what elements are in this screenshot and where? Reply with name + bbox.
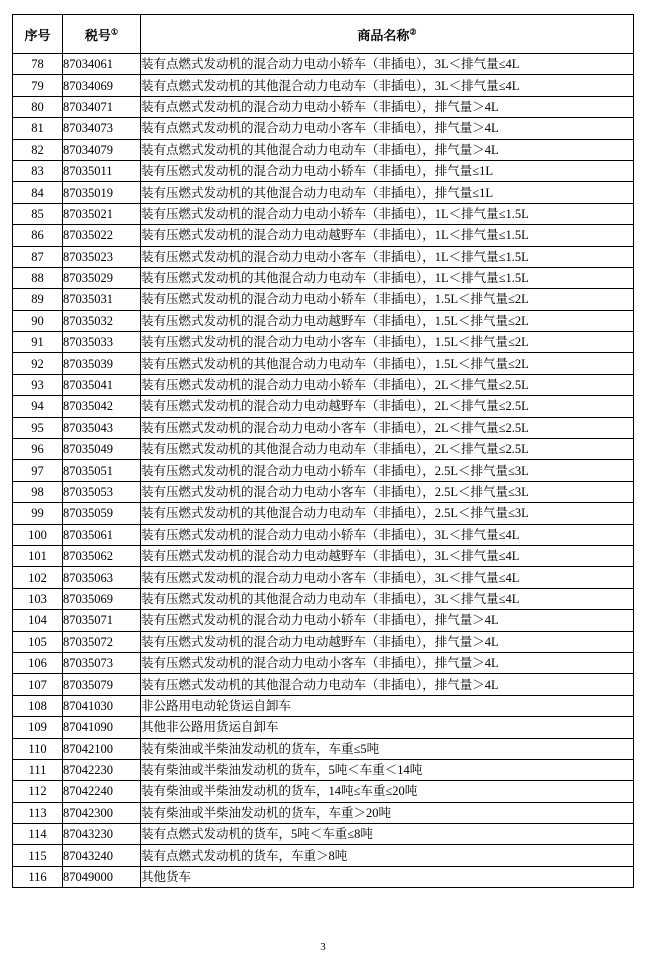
tariff-code-cell: 87042240 <box>63 781 141 802</box>
seq-cell: 98 <box>13 481 63 502</box>
tariff-code-cell: 87034073 <box>63 118 141 139</box>
table-row <box>13 353 634 374</box>
product-name-cell: 装有压燃式发动机的其他混合动力电动车（非插电），排气量≤1L <box>141 182 634 203</box>
header-seq-label: 序号 <box>24 27 51 43</box>
seq-cell: 86 <box>13 225 63 246</box>
product-name-cell: 装有压燃式发动机的混合动力电动小客车（非插电），2.5L＜排气量≤3L <box>141 481 634 502</box>
table-row <box>13 374 634 395</box>
seq-cell: 85 <box>13 203 63 224</box>
seq-cell: 104 <box>13 610 63 631</box>
table-row <box>13 824 634 845</box>
product-name-cell: 装有压燃式发动机的混合动力电动小客车（非插电），3L＜排气量≤4L <box>141 567 634 588</box>
product-name-cell: 装有压燃式发动机的其他混合动力电动车（非插电），1L＜排气量≤1.5L <box>141 267 634 288</box>
table-row <box>13 631 634 652</box>
table-row <box>13 845 634 866</box>
table-row <box>13 96 634 117</box>
tariff-code-cell: 87042300 <box>63 802 141 823</box>
seq-cell: 79 <box>13 75 63 96</box>
table-row <box>13 759 634 780</box>
tariff-code-cell: 87035071 <box>63 610 141 631</box>
seq-cell: 107 <box>13 674 63 695</box>
product-name-cell: 装有柴油或半柴油发动机的货车，5吨＜车重＜14吨 <box>141 759 634 780</box>
seq-cell: 113 <box>13 802 63 823</box>
seq-cell: 110 <box>13 738 63 759</box>
table-row <box>13 674 634 695</box>
table-row <box>13 545 634 566</box>
tariff-code-cell: 87043240 <box>63 845 141 866</box>
table-row <box>13 802 634 823</box>
product-name-cell: 非公路用电动轮货运自卸车 <box>141 695 634 716</box>
product-name-cell: 装有点燃式发动机的混合动力电动小客车（非插电），排气量＞4L <box>141 118 634 139</box>
product-name-cell: 装有压燃式发动机的混合动力电动小客车（非插电），2L＜排气量≤2.5L <box>141 417 634 438</box>
tariff-code-cell: 87035062 <box>63 545 141 566</box>
product-name-cell: 装有压燃式发动机的其他混合动力电动车（非插电），2L＜排气量≤2.5L <box>141 439 634 460</box>
table-row <box>13 160 634 181</box>
table-row <box>13 139 634 160</box>
seq-cell: 92 <box>13 353 63 374</box>
product-name-cell: 装有压燃式发动机的混合动力电动小轿车（非插电），排气量≤1L <box>141 160 634 181</box>
seq-cell: 99 <box>13 503 63 524</box>
table-row <box>13 588 634 609</box>
table-row <box>13 717 634 738</box>
seq-cell: 80 <box>13 96 63 117</box>
tariff-code-cell: 87035043 <box>63 417 141 438</box>
table-row <box>13 203 634 224</box>
table-body <box>13 54 634 888</box>
table-header <box>13 15 634 54</box>
tariff-code-cell: 87034061 <box>63 54 141 75</box>
product-name-cell: 装有点燃式发动机的混合动力电动小轿车（非插电），3L＜排气量≤4L <box>141 54 634 75</box>
seq-cell: 78 <box>13 54 63 75</box>
product-name-cell: 装有压燃式发动机的混合动力电动越野车（非插电），排气量＞4L <box>141 631 634 652</box>
seq-cell: 89 <box>13 289 63 310</box>
header-name-footnote: ② <box>409 27 417 37</box>
seq-cell: 109 <box>13 717 63 738</box>
seq-cell: 112 <box>13 781 63 802</box>
tariff-code-cell: 87049000 <box>63 866 141 887</box>
table-row <box>13 481 634 502</box>
tariff-code-cell: 87035021 <box>63 203 141 224</box>
table-row <box>13 182 634 203</box>
seq-cell: 102 <box>13 567 63 588</box>
tariff-code-cell: 87035053 <box>63 481 141 502</box>
seq-cell: 106 <box>13 652 63 673</box>
product-name-cell: 装有柴油或半柴油发动机的货车，14吨≤车重≤20吨 <box>141 781 634 802</box>
product-name-cell: 装有柴油或半柴油发动机的货车，车重＞20吨 <box>141 802 634 823</box>
product-name-cell: 装有点燃式发动机的其他混合动力电动车（非插电），排气量＞4L <box>141 139 634 160</box>
product-name-cell: 装有压燃式发动机的混合动力电动小轿车（非插电），3L＜排气量≤4L <box>141 524 634 545</box>
product-name-cell: 装有压燃式发动机的混合动力电动小轿车（非插电），1L＜排气量≤1.5L <box>141 203 634 224</box>
product-name-cell: 装有压燃式发动机的其他混合动力电动车（非插电），2.5L＜排气量≤3L <box>141 503 634 524</box>
tariff-code-cell: 87035072 <box>63 631 141 652</box>
header-name-label: 商品名称 <box>357 27 410 43</box>
header-code-footnote: ① <box>110 27 119 37</box>
seq-cell: 97 <box>13 460 63 481</box>
table-row <box>13 75 634 96</box>
seq-cell: 108 <box>13 695 63 716</box>
product-name-cell: 装有点燃式发动机的混合动力电动小轿车（非插电），排气量＞4L <box>141 96 634 117</box>
product-name-cell: 装有压燃式发动机的混合动力电动越野车（非插电），3L＜排气量≤4L <box>141 545 634 566</box>
table-row <box>13 524 634 545</box>
table-row <box>13 225 634 246</box>
page-number: 3 <box>320 941 326 953</box>
tariff-code-cell: 87034069 <box>63 75 141 96</box>
tariff-code-cell: 87042100 <box>63 738 141 759</box>
seq-cell: 115 <box>13 845 63 866</box>
seq-cell: 114 <box>13 824 63 845</box>
product-name-cell: 装有压燃式发动机的混合动力电动小轿车（非插电），2.5L＜排气量≤3L <box>141 460 634 481</box>
seq-cell: 95 <box>13 417 63 438</box>
seq-cell: 93 <box>13 374 63 395</box>
seq-cell: 82 <box>13 139 63 160</box>
tariff-code-cell: 87034079 <box>63 139 141 160</box>
seq-cell: 116 <box>13 866 63 887</box>
table-row <box>13 781 634 802</box>
tariff-code-cell: 87034071 <box>63 96 141 117</box>
seq-cell: 81 <box>13 118 63 139</box>
table-row <box>13 310 634 331</box>
seq-cell: 87 <box>13 246 63 267</box>
product-name-cell: 装有压燃式发动机的混合动力电动越野车（非插电），1L＜排气量≤1.5L <box>141 225 634 246</box>
seq-cell: 88 <box>13 267 63 288</box>
table-row <box>13 460 634 481</box>
tariff-code-cell: 87042230 <box>63 759 141 780</box>
table-row <box>13 738 634 759</box>
product-name-cell: 装有压燃式发动机的混合动力电动小客车（非插电），排气量＞4L <box>141 652 634 673</box>
product-name-cell: 装有压燃式发动机的混合动力电动小轿车（非插电），排气量＞4L <box>141 610 634 631</box>
product-name-cell: 装有压燃式发动机的混合动力电动小客车（非插电），1.5L＜排气量≤2L <box>141 332 634 353</box>
tariff-code-cell: 87035039 <box>63 353 141 374</box>
tariff-code-cell: 87035063 <box>63 567 141 588</box>
tariff-code-cell: 87035069 <box>63 588 141 609</box>
product-name-cell: 装有压燃式发动机的其他混合动力电动车（非插电），3L＜排气量≤4L <box>141 588 634 609</box>
product-name-cell: 装有点燃式发动机的货车，5吨＜车重≤8吨 <box>141 824 634 845</box>
tariff-code-cell: 87035029 <box>63 267 141 288</box>
table-row <box>13 118 634 139</box>
header-seq <box>13 15 63 54</box>
tariff-code-cell: 87035032 <box>63 310 141 331</box>
seq-cell: 90 <box>13 310 63 331</box>
seq-cell: 103 <box>13 588 63 609</box>
table-row <box>13 866 634 887</box>
table-row <box>13 610 634 631</box>
tariff-code-cell: 87035061 <box>63 524 141 545</box>
tariff-code-cell: 87041090 <box>63 717 141 738</box>
table-row <box>13 439 634 460</box>
seq-cell: 101 <box>13 545 63 566</box>
product-name-cell: 装有压燃式发动机的混合动力电动小轿车（非插电），2L＜排气量≤2.5L <box>141 374 634 395</box>
tariff-code-cell: 87035059 <box>63 503 141 524</box>
product-name-cell: 装有压燃式发动机的混合动力电动小轿车（非插电），1.5L＜排气量≤2L <box>141 289 634 310</box>
table-row <box>13 246 634 267</box>
seq-cell: 111 <box>13 759 63 780</box>
product-name-cell: 装有压燃式发动机的混合动力电动越野车（非插电），2L＜排气量≤2.5L <box>141 396 634 417</box>
seq-cell: 94 <box>13 396 63 417</box>
tariff-table <box>12 14 634 888</box>
table-row <box>13 652 634 673</box>
product-name-cell: 其他货车 <box>141 866 634 887</box>
header-name <box>141 15 634 54</box>
table-row <box>13 54 634 75</box>
table-row <box>13 567 634 588</box>
product-name-cell: 装有压燃式发动机的混合动力电动小客车（非插电），1L＜排气量≤1.5L <box>141 246 634 267</box>
seq-cell: 91 <box>13 332 63 353</box>
table-row <box>13 289 634 310</box>
tariff-code-cell: 87035033 <box>63 332 141 353</box>
tariff-code-cell: 87035011 <box>63 160 141 181</box>
tariff-code-cell: 87035049 <box>63 439 141 460</box>
tariff-code-cell: 87035022 <box>63 225 141 246</box>
tariff-code-cell: 87035073 <box>63 652 141 673</box>
seq-cell: 96 <box>13 439 63 460</box>
table-row <box>13 417 634 438</box>
tariff-code-cell: 87035051 <box>63 460 141 481</box>
product-name-cell: 装有压燃式发动机的混合动力电动越野车（非插电），1.5L＜排气量≤2L <box>141 310 634 331</box>
tariff-code-cell: 87035079 <box>63 674 141 695</box>
header-code-label: 税号 <box>84 27 111 43</box>
table-row <box>13 332 634 353</box>
tariff-code-cell: 87035019 <box>63 182 141 203</box>
tariff-code-cell: 87035042 <box>63 396 141 417</box>
seq-cell: 100 <box>13 524 63 545</box>
tariff-code-cell: 87035041 <box>63 374 141 395</box>
table-row <box>13 396 634 417</box>
product-name-cell: 装有压燃式发动机的其他混合动力电动车（非插电），排气量＞4L <box>141 674 634 695</box>
product-name-cell: 装有点燃式发动机的其他混合动力电动车（非插电），3L＜排气量≤4L <box>141 75 634 96</box>
tariff-code-cell: 87041030 <box>63 695 141 716</box>
tariff-code-cell: 87035023 <box>63 246 141 267</box>
header-row <box>13 15 634 54</box>
seq-cell: 84 <box>13 182 63 203</box>
tariff-code-cell: 87035031 <box>63 289 141 310</box>
table-row <box>13 695 634 716</box>
table-row <box>13 267 634 288</box>
product-name-cell: 其他非公路用货运自卸车 <box>141 717 634 738</box>
product-name-cell: 装有点燃式发动机的货车，车重＞8吨 <box>141 845 634 866</box>
seq-cell: 105 <box>13 631 63 652</box>
seq-cell: 83 <box>13 160 63 181</box>
tariff-code-cell: 87043230 <box>63 824 141 845</box>
product-name-cell: 装有压燃式发动机的其他混合动力电动车（非插电），1.5L＜排气量≤2L <box>141 353 634 374</box>
table-row <box>13 503 634 524</box>
product-name-cell: 装有柴油或半柴油发动机的货车，车重≤5吨 <box>141 738 634 759</box>
header-code <box>63 15 141 54</box>
